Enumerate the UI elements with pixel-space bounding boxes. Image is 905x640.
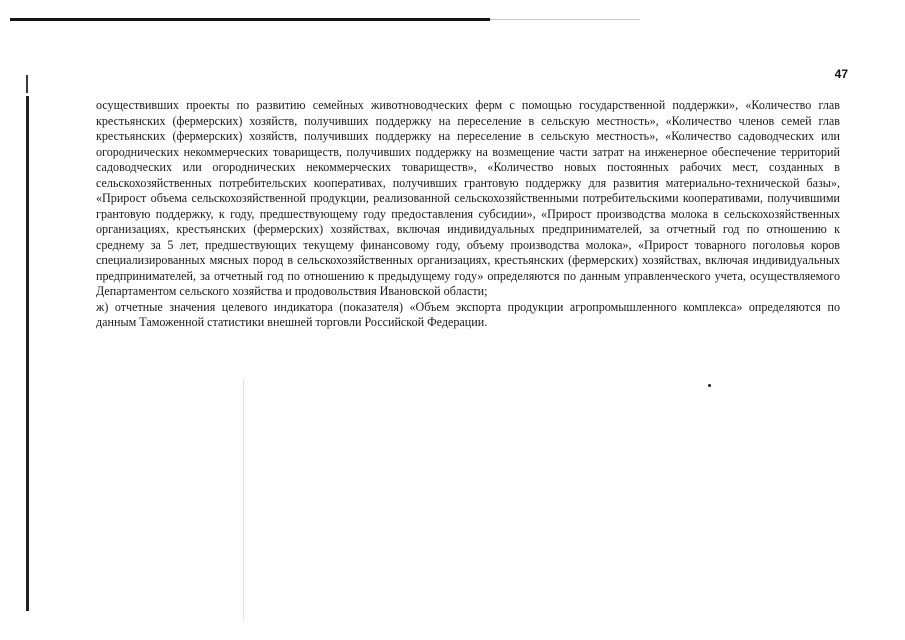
scan-edge-left-mark: [26, 75, 28, 93]
scan-edge-top-line-faint: [490, 19, 640, 20]
scan-edge-left-bar: [26, 96, 29, 611]
scan-artifact-speck: [708, 384, 711, 387]
document-body: [96, 98, 840, 331]
page-number: 47: [834, 67, 848, 81]
body-paragraph: осуществивших проекты по развитию семейных животноводческих ферм с помощью государственной поддержки», «Количество глав крестьянских (фермерских) хозяйств, получивших поддержку на переселение в сельскую местность», «Количество членов семей глав крестьянских (фермерских) хозяйств, получивших поддержку на переселение в сельскую местность», «Количество садоводческих или огороднических некоммерческих товариществ, получивших поддержку на возмещение части затрат на инженерное обеспечение территорий садоводческих или огороднических некоммерческих товариществ», «Количество новых постоянных рабочих мест, созданных в сельскохозяйственных потребительских кооперативах, получивших грантовую поддержку для развития материально-технической базы», «Прирост объема сельскохозяйственной продукции, реализованной сельскохозяйственными потребительскими кооперативами, получившими грантовую поддержку, к году, предшествующему году предоставления субсидии», «Прирост производства молока в сельскохозяйственных организациях, крестьянских (фермерских) хозяйствах, включая индивидуальных предпринимателей, за отчетный год по отношению к среднему за 5 лет, предшествующих текущему финансовому году, объему производства молока», «Прирост товарного поголовья коров специализированных мясных пород в сельскохозяйственных организациях, крестьянских (фермерских) хозяйствах, включая индивидуальных предпринимателей, за отчетный год по отношению к предыдущему году» определяются по данным управленческого учета, осуществляемого Департаментом сельского хозяйства и продовольствия Ивановской области;: [96, 98, 840, 298]
body-paragraph: ж) отчетные значения целевого индикатора (показателя) «Объем экспорта продукции агропромышленного комплекса» определяются по данным Таможенной статистики внешней торговли Российской Федерации.: [96, 299, 840, 329]
scan-artifact-dotted-line: [243, 380, 245, 620]
scan-edge-top-line: [10, 18, 490, 21]
